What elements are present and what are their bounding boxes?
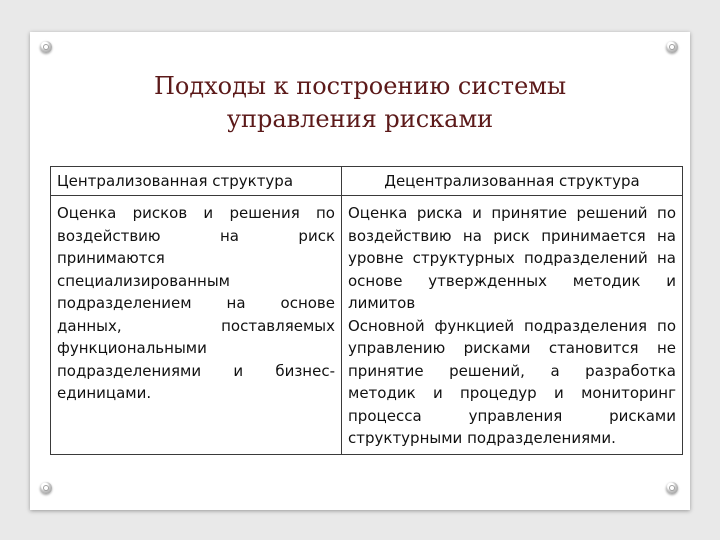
comparison-table — [50, 166, 683, 455]
pushpin-icon — [666, 41, 678, 53]
slide-title — [80, 70, 640, 136]
cell-decentralized — [342, 196, 683, 455]
cell-centralized — [51, 196, 342, 455]
header-centralized: Централизованная структура — [51, 167, 342, 196]
slide-title-line-2: управления рисками — [226, 105, 494, 133]
pushpin-icon — [40, 482, 52, 494]
pushpin-icon — [666, 482, 678, 494]
decentralized-paragraph-2: Основной функцией подразделения по управлению рисками становится не принятие решений, а разработка методик и процедур и мониторинг процесса управления рисками структурными подразделениями. — [348, 316, 676, 447]
pushpin-icon — [40, 41, 52, 53]
slide-title-line-1: Подходы к построению системы — [153, 72, 567, 100]
table-row — [51, 196, 683, 455]
table-header-row — [51, 167, 683, 196]
centralized-description: Оценка рисков и решения по воздействию на риск принимаются специализированным подразделением на основе данных, поставляемых функциональными подразделениями и бизнес-единицами. — [57, 204, 335, 402]
decentralized-paragraph-1: Оценка риска и принятие решений по воздействию на риск принимается на уровне структурных подразделений на основе утвержденных методик и лимитов — [348, 204, 676, 312]
header-decentralized: Децентрализованная структура — [342, 167, 683, 196]
